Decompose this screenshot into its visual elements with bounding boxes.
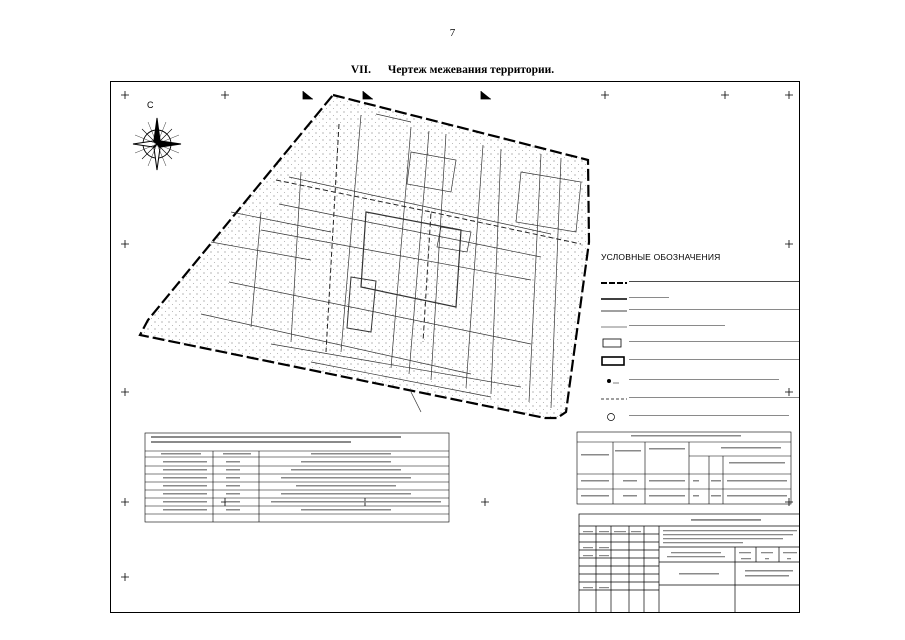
page-number: 7	[449, 27, 456, 39]
project-boundary	[140, 95, 589, 418]
legend-item	[599, 412, 800, 422]
section-heading	[0, 64, 905, 76]
north-label: С	[147, 100, 154, 110]
legend-item	[599, 322, 800, 332]
legend-item	[599, 294, 800, 304]
legend-item	[599, 306, 800, 316]
section-title: Чертеж межевания территории.	[387, 64, 555, 76]
legend-item	[599, 394, 800, 404]
legend-title: УСЛОВНЫЕ ОБОЗНАЧЕНИЯ	[601, 252, 721, 262]
section-number: VII.	[350, 64, 372, 76]
north-arrow-icon	[133, 118, 181, 170]
drawing-sheet	[110, 81, 800, 613]
legend	[599, 252, 800, 262]
legend-item	[599, 356, 800, 366]
legend-item	[599, 376, 800, 386]
legend-item	[599, 278, 800, 288]
legend-item	[599, 338, 800, 348]
